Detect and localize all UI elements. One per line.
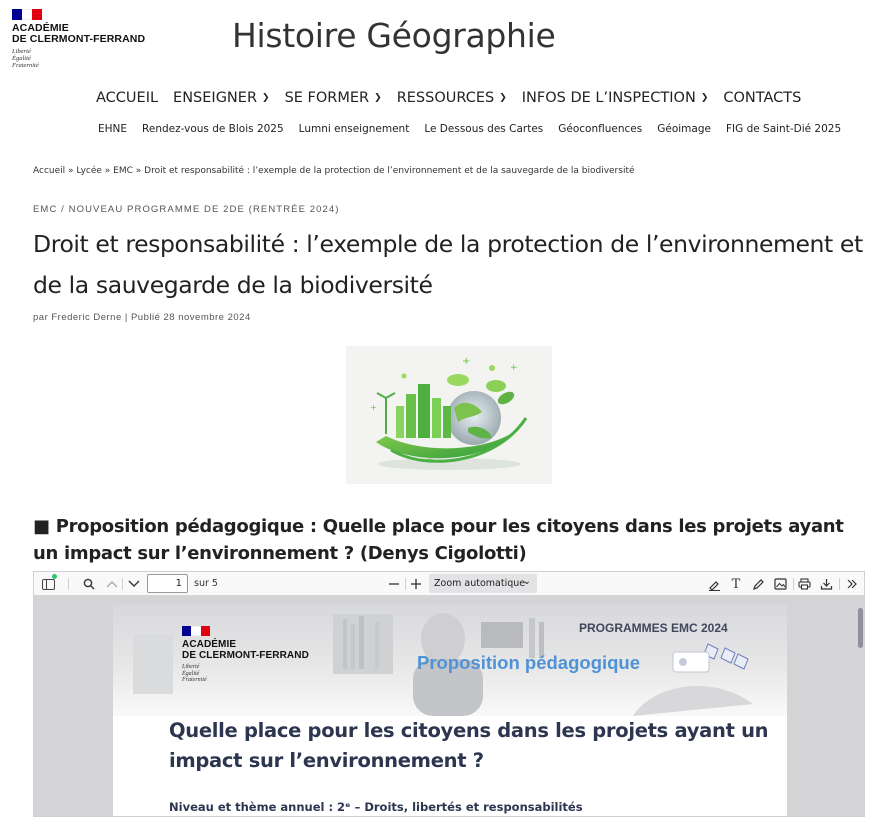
toolbar-divider [68, 578, 69, 590]
double-chevron-right-icon [846, 579, 858, 589]
nav-item-infos-inspection[interactable]: INFOS DE L’INSPECTION ❯ [521, 90, 709, 106]
nav-item-se-former[interactable]: SE FORMER ❯ [284, 90, 382, 106]
nav-item-accueil[interactable]: ACCUEIL [96, 90, 159, 106]
pdf-scrollbar[interactable] [858, 608, 863, 648]
chevron-down-icon: ❯ [700, 93, 709, 103]
subnav-item-geoimage[interactable]: Géoimage [657, 123, 711, 135]
toolbar-divider [793, 578, 794, 590]
chevron-down-icon: ❯ [262, 93, 270, 103]
proposition-heading: ■ Proposition pédagogique : Quelle place pour les citoyens dans les projets ayant un impact sur l’environnement ? (Denys Cigolotti) [33, 516, 844, 564]
marianne-flag-icon [182, 626, 210, 636]
sidebar-icon [42, 579, 55, 590]
article-title: Droit et responsabilité : l’exemple de la protection de l’environnement et de la sauvegarde de la biodiversité [33, 230, 863, 299]
svg-text:+: + [510, 363, 518, 373]
section-author: (Denys Cigolotti) [353, 543, 527, 564]
pdf-page-heading: Quelle place pour les citoyens dans les projets ayant un impact sur l’environnement ? [169, 719, 769, 772]
pdf-program-label: PROGRAMMES EMC 2024 [579, 621, 728, 635]
next-page-button[interactable] [126, 572, 142, 596]
chevron-down-icon: ⌄ [522, 576, 531, 587]
logo-name-line2: DE CLERMONT-FERRAND [12, 33, 146, 45]
pencil-icon [752, 578, 765, 591]
minus-icon [388, 578, 400, 590]
toolbar-divider [122, 578, 123, 590]
sidebar-toggle-button[interactable] [38, 572, 58, 596]
pdf-page-1 [113, 604, 787, 817]
subnav-item-geoconfluences[interactable]: Géoconfluences [558, 123, 643, 135]
add-image-button[interactable] [772, 572, 788, 596]
logo-name-line1: ACADÉMIE [12, 22, 69, 34]
featured-image-eco-globe [346, 346, 552, 484]
draw-button[interactable] [750, 572, 766, 596]
marianne-flag-icon [12, 9, 42, 20]
pdf-toolbar [34, 572, 864, 596]
print-button[interactable] [796, 572, 812, 596]
svg-text:+: + [426, 455, 434, 465]
square-bullet-icon: ■ [33, 516, 56, 537]
plus-icon [410, 578, 422, 590]
more-tools-button[interactable] [844, 572, 860, 596]
toolbar-divider [405, 578, 406, 590]
eco-city-globe-icon [346, 346, 552, 484]
pdf-viewer[interactable] [33, 571, 865, 817]
pdf-proposition-label: Proposition pédagogique [417, 652, 641, 673]
breadcrumb-link-accueil[interactable]: Accueil [33, 166, 66, 176]
save-icon [820, 578, 833, 590]
chevron-down-icon: ❯ [374, 93, 382, 103]
pdf-level-line: Niveau et thème annuel : 2ᵉ – Droits, libertés et responsabilités [169, 800, 583, 814]
download-button[interactable] [818, 572, 834, 596]
nav-item-ressources[interactable]: RESSOURCES ❯ [396, 90, 507, 106]
svg-text:+: + [370, 403, 377, 412]
breadcrumb-current: Droit et responsabilité : l’exemple de la protection de l’environnement et de la sauvegarde de la biodiversité [144, 166, 635, 176]
image-icon [774, 578, 787, 590]
zoom-select[interactable]: Zoom automatique ⌄ [429, 574, 537, 593]
page-number-input[interactable] [147, 574, 188, 593]
article-meta: par Frederic Derne | Publié 28 novembre 2024 [33, 312, 251, 323]
subnav-item-fig-saint-die[interactable]: FIG de Saint-Dié 2025 [725, 123, 842, 135]
zoom-out-button[interactable] [386, 572, 402, 596]
toolbar-divider [839, 578, 840, 590]
chevron-up-icon [106, 580, 118, 588]
find-button[interactable] [80, 572, 98, 596]
nav-item-contacts[interactable]: CONTACTS [723, 90, 802, 106]
subnav-item-blois[interactable]: Rendez-vous de Blois 2025 [142, 123, 284, 135]
academie-logo[interactable] [12, 9, 162, 69]
pdf-banner [113, 604, 787, 716]
previous-page-button[interactable] [104, 572, 120, 596]
logo-motto: Liberté Égalité Fraternité [12, 48, 39, 69]
site-title[interactable]: Histoire Géographie [232, 16, 556, 55]
pdf-academie-logo: ACADÉMIE DE CLERMONT-FERRAND Liberté Égalité Fraternité [182, 626, 309, 684]
breadcrumb: Accueil » Lycée » EMC » Droit et responsabilité : l’exemple de la protection de l’environnement et de la sauvegarde de la biodiversité [33, 166, 635, 176]
page-total-label: sur 5 [194, 578, 218, 589]
svg-text:+: + [462, 356, 471, 367]
secondary-nav [98, 123, 856, 135]
text-tool-button[interactable] [728, 572, 744, 596]
breadcrumb-link-emc[interactable]: EMC [113, 166, 133, 176]
chevron-down-icon [128, 580, 140, 588]
subnav-item-lumni[interactable]: Lumni enseignement [298, 123, 410, 135]
printer-icon [798, 578, 811, 590]
main-nav [96, 90, 816, 106]
subnav-item-dessous-des-cartes[interactable]: Le Dessous des Cartes [424, 123, 544, 135]
subnav-item-ehne[interactable]: EHNE [98, 123, 128, 135]
notification-dot-icon [52, 574, 57, 579]
article-category[interactable]: EMC / NOUVEAU PROGRAMME DE 2DE (RENTRÉE 2024) [33, 204, 340, 215]
highlighter-icon [708, 578, 721, 591]
zoom-in-button[interactable] [408, 572, 424, 596]
nav-item-enseigner[interactable]: ENSEIGNER ❯ [173, 90, 270, 106]
highlight-button[interactable] [706, 572, 722, 596]
text-tool-icon: T [731, 576, 741, 592]
search-icon [83, 578, 95, 590]
chevron-down-icon: ❯ [499, 93, 507, 103]
breadcrumb-link-lycee[interactable]: Lycée [76, 166, 102, 176]
